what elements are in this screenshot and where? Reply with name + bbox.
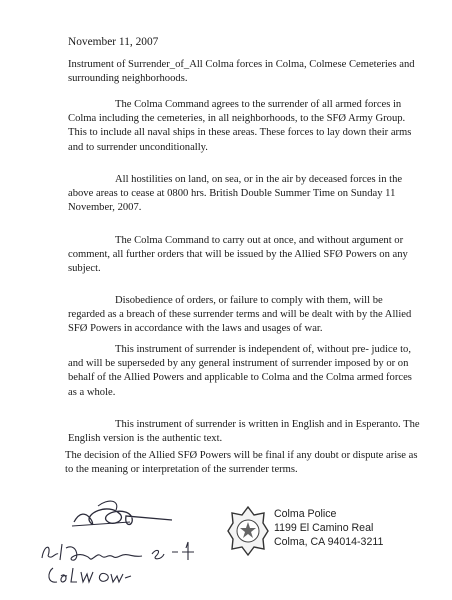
paragraph-5: This instrument of surrender is independent of, without pre- judice to, and will be superseded by any general instrument of surrender imposed by or on behalf of the Allied Powers and applicable to Colma and the Colma armed forces as a whole. [68, 344, 412, 398]
paragraph-6: This instrument of surrender is written in English and in Esperanto. The English version is the authentic text. [68, 419, 420, 445]
paragraph-2: All hostilities on land, on sea, or in the air by deceased forces in the above areas to cease at 0800 hrs. British Double Summer Time on Sunday 11 November, 2007. [68, 174, 403, 214]
final-paragraph: The decision of the Allied SFØ Powers will be final if any doubt or dispute arise as to the meaning or interpretation of the surrender terms. [65, 450, 418, 476]
letter-intro: Instrument of Surrender_of_All Colma forces in Colma, Colmese Cemeteries and surrounding neighborhoods. [68, 59, 415, 85]
paragraph-4: Disobedience of orders, or failure to comply with them, will be regarded as a breach of these surrender terms and will be dealt with by the Allied SFØ Powers in accordance with the laws and usages of war. [68, 295, 412, 335]
signature-scribble [68, 492, 178, 542]
signature-owner-drawing [45, 560, 135, 590]
police-city: Colma, CA 94014-3211 [274, 536, 384, 548]
letter-date: November 11, 2007 [68, 36, 159, 48]
police-street: 1199 El Camino Real [274, 522, 374, 534]
paragraph-3: The Colma Command to carry out at once, and without argument or comment, all further orders that will be issued by the Allied SFØ Powers on any subject. [68, 235, 408, 275]
paragraph-1: The Colma Command agrees to the surrender of all armed forces in Colma including the cemeteries, in all neighborhoods, to the SFØ Army Group. This to include all naval ships in these areas. These forces to lay down their arms and to surrender unconditionally. [68, 99, 412, 153]
police-address-block [274, 507, 383, 549]
police-name: Colma Police [274, 508, 337, 520]
signature-owner [45, 560, 135, 590]
police-badge-icon [227, 505, 269, 557]
